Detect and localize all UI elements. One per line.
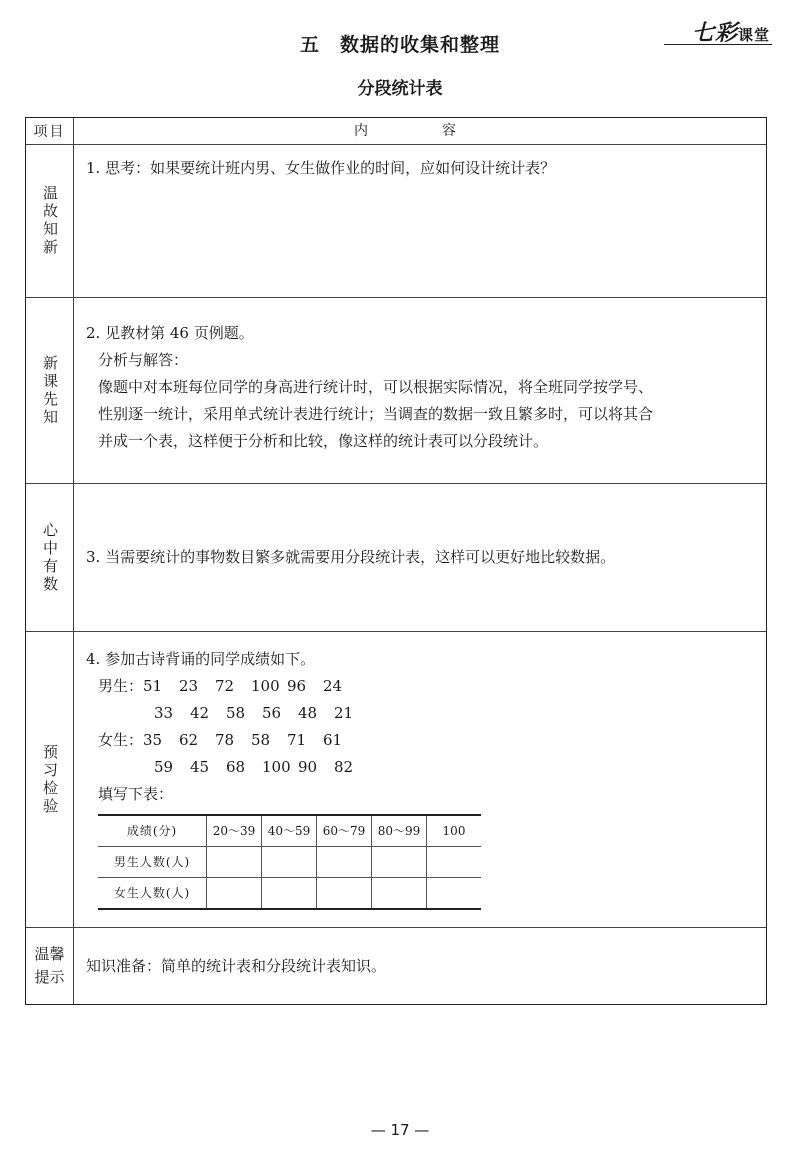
header-label: 项目: [26, 118, 74, 144]
score: 24: [323, 677, 343, 695]
girls-scores-row: [86, 754, 754, 781]
score: 72: [215, 677, 235, 695]
score: 58: [226, 704, 246, 722]
score: 58: [251, 731, 271, 749]
question-1: 1. 思考：如果要统计班内男、女生做作业的时间，应如何设计统计表？: [86, 159, 556, 177]
table-row: [98, 878, 481, 910]
question-3: 3. 当需要统计的事物数目繁多就需要用分段统计表，这样可以更好地比较数据。: [86, 548, 616, 566]
section-tips: [26, 927, 766, 1004]
section-label: 预习检验: [41, 743, 59, 816]
score: 71: [287, 731, 307, 749]
blank-cell[interactable]: [207, 878, 262, 910]
section-key-point: [26, 483, 766, 631]
lesson-table: [25, 117, 767, 1005]
blank-cell[interactable]: [427, 847, 482, 878]
section-label: 心中有数: [41, 521, 59, 594]
score: 90: [298, 758, 318, 776]
row-label: 女生人数(人): [113, 885, 191, 900]
table-header-cell: 60～79: [317, 815, 372, 847]
table-header-cell: 80～99: [372, 815, 427, 847]
blank-cell[interactable]: [372, 847, 427, 878]
brand-logo-mark: 七彩: [691, 21, 738, 46]
boys-label: 男生：: [98, 677, 144, 695]
row-label: 男生人数(人): [98, 847, 207, 878]
blank-cell[interactable]: [372, 878, 427, 910]
score: 100: [251, 677, 280, 695]
girls-label: 女生：: [98, 731, 144, 749]
chapter-title: 五 数据的收集和整理: [299, 34, 500, 56]
header-content: 内 容: [354, 122, 486, 139]
question-4: 4. 参加古诗背诵的同学成绩如下。: [86, 650, 316, 668]
section-label: 温故知新: [41, 185, 59, 257]
blank-cell[interactable]: [262, 847, 317, 878]
section-title: 分段统计表: [357, 79, 443, 99]
boys-scores-row: [86, 700, 754, 727]
table-header-cell: 100: [427, 815, 482, 847]
blank-cell[interactable]: [427, 878, 482, 910]
score: 45: [190, 758, 210, 776]
score: 23: [179, 677, 199, 695]
score: 51: [143, 677, 163, 695]
score: 56: [262, 704, 282, 722]
analysis-heading: 分析与解答：: [98, 351, 189, 369]
question-2: 2. 见教材第 46 页例题。: [86, 324, 254, 342]
score: 82: [334, 758, 354, 776]
table-row: [98, 847, 481, 878]
table-header-row: [26, 118, 766, 144]
score: 42: [190, 704, 210, 722]
blank-cell[interactable]: [317, 878, 372, 910]
score: 59: [154, 758, 174, 776]
blank-cell[interactable]: [207, 847, 262, 878]
analysis-line: 性别逐一统计，采用单式统计表进行统计；当调查的数据一致且繁多时，可以将其合: [98, 405, 654, 423]
section-label: 温馨提示: [34, 945, 65, 986]
score: 21: [334, 704, 354, 722]
blank-cell[interactable]: [262, 878, 317, 910]
section-review: [26, 144, 766, 297]
score: 68: [226, 758, 246, 776]
section-label: 新课先知: [41, 354, 59, 427]
brand-logo-word: 课堂: [737, 26, 770, 44]
boys-scores-row: [86, 673, 754, 700]
tip-text: 知识准备：简单的统计表和分段统计表知识。: [86, 956, 387, 975]
section-new-lesson: [26, 297, 766, 483]
table-header-cell: 20～39: [207, 815, 262, 847]
score: 35: [143, 731, 163, 749]
page-number: — 17 —: [370, 1121, 430, 1139]
score: 96: [287, 677, 307, 695]
analysis-line: 并成一个表，这样便于分析和比较，像这样的统计表可以分段统计。: [98, 432, 549, 450]
score: 100: [262, 758, 291, 776]
score: 48: [298, 704, 318, 722]
analysis-line: 像题中对本班每位同学的身高进行统计时，可以根据实际情况，将全班同学按学号、: [98, 378, 654, 396]
blank-cell[interactable]: [317, 847, 372, 878]
section-preview-check: [26, 631, 766, 927]
score: 61: [323, 731, 343, 749]
score: 78: [215, 731, 235, 749]
fill-instruction: 填写下表：: [98, 785, 174, 803]
table-row: [98, 815, 481, 847]
score: 33: [154, 704, 174, 722]
table-header-cell: 成绩(分): [98, 815, 207, 847]
fill-in-table: [98, 814, 481, 910]
girls-scores-row: [86, 727, 754, 754]
table-header-cell: 40～59: [262, 815, 317, 847]
score: 62: [179, 731, 199, 749]
